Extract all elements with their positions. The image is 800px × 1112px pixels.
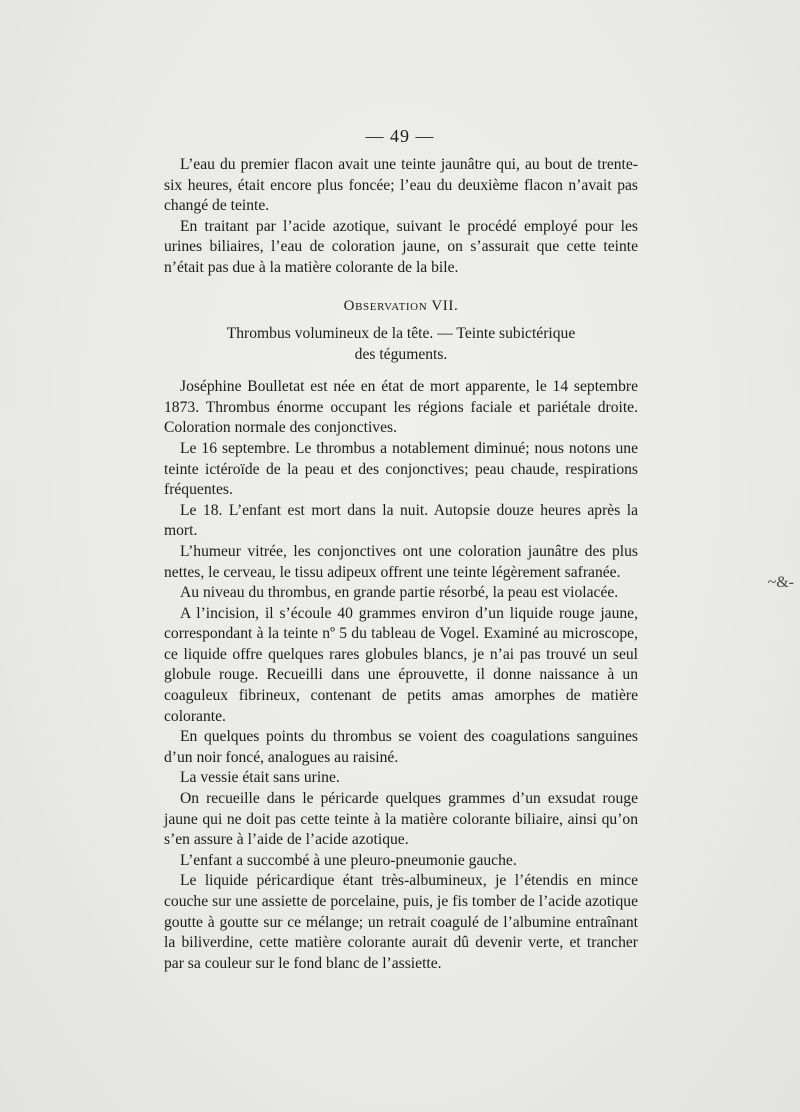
paragraph-4: L’humeur vitrée, les conjonctives ont une coloration jaunâtre des plus nettes, le cerveau, le tissu adipeux offrent une teinte légèrement safranée. [164,542,638,581]
paragraph-2: Le 16 septembre. Le thrombus a notablement diminué; nous notons une teinte ictéroïde de la peau et des conjonctives; peau chaude, respirations fréquentes. [164,439,638,499]
observation-heading: Observation VII. [343,297,459,314]
paragraph-3: Le 18. L’enfant est mort dans la nuit. Autopsie douze heures après la mort. [164,501,638,540]
paragraph-10: L’enfant a succombé à une pleuro-pneumonie gauche. [180,851,517,869]
paragraph-7: En quelques points du thrombus se voient des coagulations sanguines d’un noir foncé, analogues au raisiné. [164,728,638,766]
paragraph-1: Joséphine Boulletat est née en état de mort apparente, le 14 septembre 1873. Thrombus énorme occupant les régions faciale et pariétale droite. Coloration normale des conjonctives. [164,378,638,437]
paragraph-11: Le liquide péricardique étant très-albumineux, je l’étendis en mince couche sur une assiette de porcelaine, puis, je fis tomber de l’acide azotique goutte à goutte sur ce mélange; un retrait coagulé de l’albumine entraînant la biliverdine, cette matière colorante aurait dû devenir verte, et trancher par sa couleur sur le fond blanc de l’assiette. [164,872,638,972]
paragraph-8: La vessie était sans urine. [180,769,340,787]
observation-subtitle-line-2: des téguments. [354,346,448,364]
paragraph-6: A l’incision, il s’écoule 40 grammes environ d’un liquide rouge jaune, correspondant à la teinte nº 5 du tableau de Vogel. Examiné au microscope, ce liquide offre quelques rares globules blancs, je n’ai pas trouvé un seul globule rouge. Recueilli dans une éprouvette, il donne naissance à un coaguleux fibrineux, contenant de petits amas amorphes de matière colorante. [164,604,638,725]
observation-subtitle-line-1: Thrombus volumineux de la tête. — Teinte subictérique [226,325,576,343]
intro-paragraph-2: En traitant par l’acide azotique, suivant le procédé employé pour les urines biliaires, l’eau de coloration jaune, on s’assurait que cette teinte n’était pas due à la matière colorante de la bile. [164,217,638,276]
paragraph-9: On recueille dans le péricarde quelques grammes d’un exsudat rouge jaune qui ne doit pas cette teinte à la matière colorante biliaire, ainsi qu’on s’en assure à l’aide de l’acide azotique. [164,790,638,849]
body-text [164,155,638,974]
page-number: — 49 — [365,126,435,146]
paragraph-5: Au niveau du thrombus, en grande partie résorbé, la peau est violacée. [180,584,619,602]
intro-paragraph-1: L’eau du premier flacon avait une teinte jaunâtre qui, au bout de trente-six heures, était encore plus foncée; l’eau du deuxième flacon n’avait pas changé de teinte. [164,156,638,215]
margin-mark: ~&- [767,574,794,591]
observation-subtitle [164,323,638,365]
